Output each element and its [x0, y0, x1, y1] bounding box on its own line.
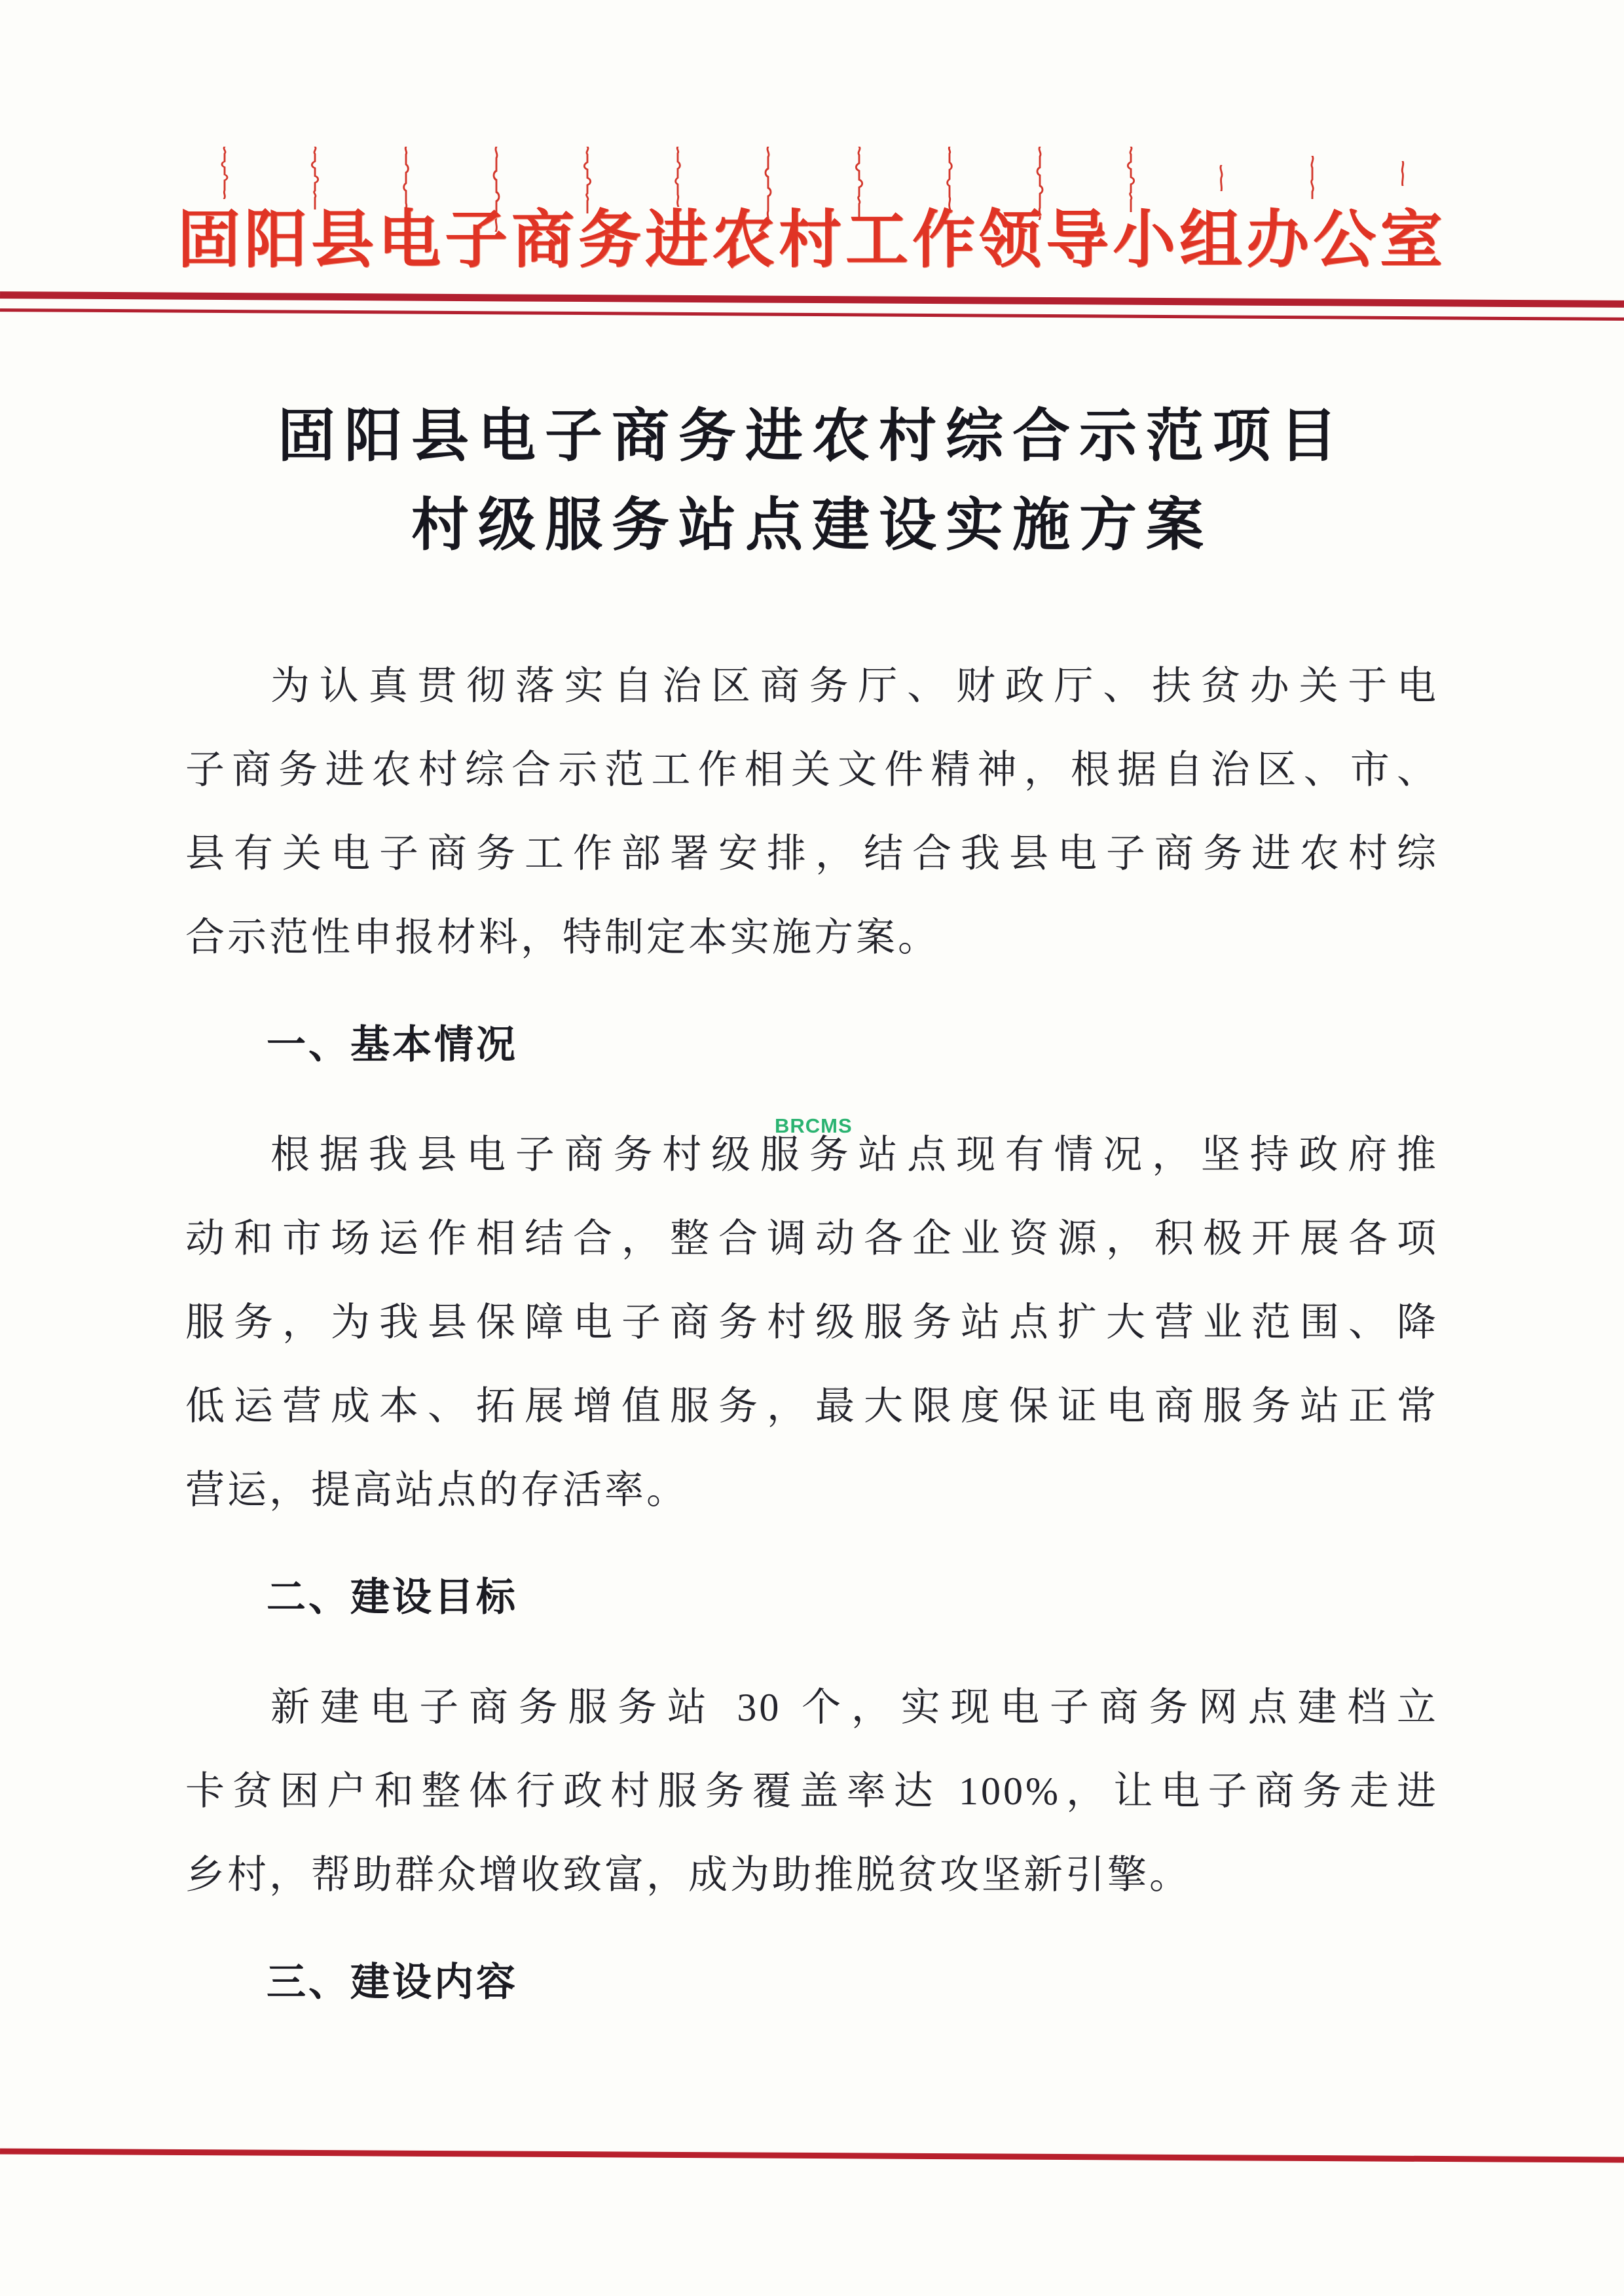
section-heading-3: 三、建设内容 — [267, 1961, 518, 2004]
header-divider-thin — [0, 308, 1624, 321]
body-line: 动和市场运作相结合，整合调动各企业资源，积极开展各项 — [185, 1217, 1439, 1260]
body-line: 乡村，帮助群众增收致富，成为助推脱贫攻坚新引擎。 — [185, 1853, 1191, 1897]
section-heading-1: 一、基本情况 — [267, 1023, 518, 1066]
header-divider-thick — [0, 291, 1624, 308]
body-line: 营运，提高站点的存活率。 — [185, 1468, 688, 1512]
body-line: 卡贫困户和整体行政村服务覆盖率达 100%，让电子商务走进 — [185, 1770, 1439, 1813]
section-heading-2: 二、建设目标 — [267, 1576, 518, 1619]
issuing-office-banner: 固阳县电子商务进农村工作领导小组办公室 — [177, 205, 1447, 275]
body-line: 服务，为我县保障电子商务村级服务站点扩大营业范围、降 — [185, 1301, 1439, 1344]
document-body — [185, 644, 1439, 2024]
mongolian-script-column-icon — [673, 147, 683, 207]
document-title-line2: 村级服务站点建设实施方案 — [411, 494, 1213, 558]
body-line: 低运营成本、拓展增值服务，最大限度保证电商服务站正常 — [185, 1385, 1439, 1428]
body-line: 合示范性申报材料，特制定本实施方案。 — [185, 916, 940, 959]
document-title-line1: 固阳县电子商务进农村综合示范项目 — [277, 405, 1346, 469]
mongolian-script-column-icon — [1307, 156, 1318, 199]
body-line: 县有关电子商务工作部署安排，结合我县电子商务进农村综 — [185, 832, 1439, 875]
watermark-text: BRCMS — [775, 1114, 853, 1137]
mongolian-script-column-icon — [1126, 147, 1136, 212]
mongolian-script-column-icon — [944, 147, 955, 210]
mongolian-script-column-icon — [219, 147, 230, 199]
mongolian-script-column-icon — [310, 147, 320, 210]
body-line: 为认真贯彻落实自治区商务厅、财政厅、扶贫办关于电 — [270, 665, 1439, 708]
body-line: 新建电子商务服务站 30 个，实现电子商务网点建档立 — [270, 1686, 1439, 1729]
body-line: 子商务进农村综合示范工作相关文件精神，根据自治区、市、 — [185, 748, 1439, 792]
mongolian-script-column-icon — [582, 147, 593, 213]
footer-divider — [0, 2149, 1624, 2163]
mongolian-script-column-icon — [1216, 165, 1227, 191]
mongolian-script-column-icon — [1397, 161, 1408, 186]
document-title — [0, 393, 1624, 571]
body-line: 根据我县电子商务村级服务站点现有情况，坚持政府推 — [270, 1133, 1439, 1176]
